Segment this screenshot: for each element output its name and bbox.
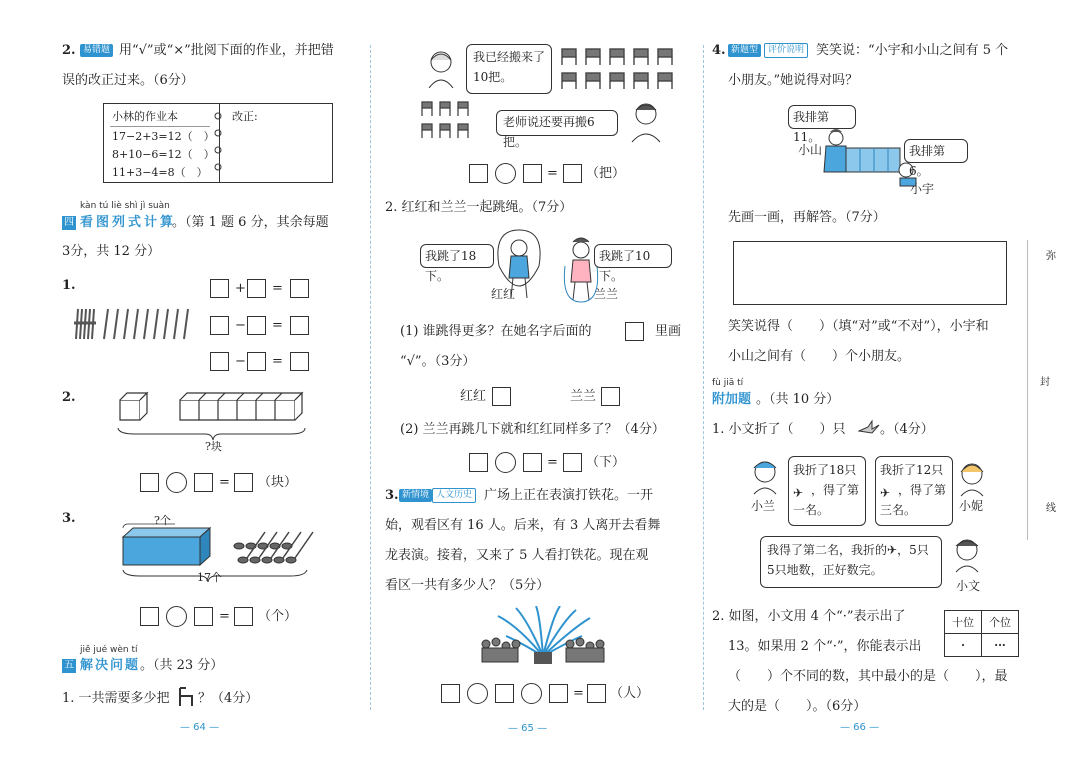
- xiaoni-bubble-line3: 三名。: [880, 503, 917, 517]
- homework-notebook-left: [103, 103, 220, 183]
- q2-line1: 用“√”或“×”批阅下面的作业，并把错: [119, 43, 334, 58]
- rope-unit: （下）: [586, 455, 626, 470]
- show-circle-a[interactable]: [467, 683, 488, 704]
- extra-pinyin: fù jiā tí: [712, 378, 744, 388]
- chairs-group-10-icon: [560, 45, 680, 95]
- q4-1-box-h[interactable]: [247, 352, 266, 371]
- q2-tag-error-prone: 易错题: [80, 44, 113, 57]
- answer-box-lanlan[interactable]: [601, 387, 620, 406]
- chair-icon: [176, 686, 196, 708]
- chairs-unit: （把）: [586, 166, 626, 181]
- extra-q1-rest: 。（4分）: [880, 422, 934, 437]
- q4-1-number: 1.: [62, 278, 76, 293]
- page-number-66: — 66 —: [840, 722, 880, 733]
- q4-3-box-c[interactable]: [234, 607, 253, 626]
- rope-box-a[interactable]: [469, 453, 488, 472]
- page-number-64: — 64 —: [180, 722, 220, 733]
- q2-sub1-a: (1) 谁跳得更多？在她名字后面的: [400, 324, 592, 339]
- q4-3-number: 3.: [62, 511, 76, 526]
- chairs-circle[interactable]: [495, 163, 516, 184]
- chairs-bubble-1-line2: 10把。: [473, 70, 513, 84]
- sec5-icon: 五: [64, 660, 74, 671]
- q4-3-box-b[interactable]: [194, 607, 213, 626]
- q5-1-rest: ？（4分）: [198, 691, 259, 706]
- show-unit: （人）: [610, 686, 650, 701]
- q2-sub1-b: 里画: [655, 324, 682, 339]
- q4-2-box-c[interactable]: [234, 473, 253, 492]
- q3-tag-history: 人文历史: [432, 488, 476, 503]
- xiaowen-figure-icon: [950, 534, 984, 574]
- sec5-pinyin: jiě jué wèn tí: [80, 645, 138, 655]
- chairs-bubble-1-line1: 我已经搬来了: [473, 50, 546, 64]
- q2-sub1-c: “√”。（3分）: [400, 354, 476, 369]
- rope-circle[interactable]: [495, 452, 516, 473]
- xiaolan-bubble-line3: 一名。: [793, 503, 830, 517]
- notebook-rings-icon: [212, 108, 224, 178]
- sticks-bundle-icon: [72, 305, 197, 343]
- notebook-correction-label: 改正:: [232, 110, 258, 123]
- q4-3-box-a[interactable]: [140, 607, 159, 626]
- q4-1-box-e[interactable]: [247, 316, 266, 335]
- q3-tag-new: 新情境: [399, 489, 432, 502]
- margin-label-3: 线: [1046, 503, 1056, 514]
- sec5-title: 解决问题: [80, 658, 141, 673]
- q4-line1: 笑笑说：“小宇和小山之间有 5 个: [816, 43, 1009, 58]
- honghong-name: 红红: [491, 287, 516, 301]
- q4-1-box-i[interactable]: [290, 352, 309, 371]
- xiaoni-name: 小妮: [959, 499, 984, 513]
- lanlan-name: 兰兰: [594, 287, 619, 301]
- q4-3-unit: （个）: [258, 609, 298, 624]
- extra-title: 附加题: [712, 392, 752, 407]
- xiaoni-bubble-line1: 我折了12只: [880, 463, 944, 477]
- notebook-row-2: 8+10−6=12（ ）: [112, 148, 215, 161]
- chairs-bubble-2: 老师说还要再搬6把。: [496, 110, 618, 136]
- place-value-tens-dots: ·: [945, 634, 982, 657]
- xiaowen-bubble-line1: 我得了第二名，我折的: [767, 543, 888, 557]
- q4-1-box-b[interactable]: [247, 279, 266, 298]
- extra-q1: 1. 小文折了（ ）只: [712, 422, 846, 437]
- place-value-tens-header: 十位: [945, 611, 982, 634]
- chairs-bubble-1: [466, 44, 552, 94]
- chairs-box-c[interactable]: [563, 164, 582, 183]
- q3-line2: 始，观看区有 16 人。后来，有 3 人离开去看舞: [385, 518, 661, 533]
- q2-sub1-box: [625, 322, 644, 341]
- q4-tag-explain: 评价说明: [764, 43, 808, 58]
- q3-line3: 龙表演。接着，又来了 5 人看打铁花。现在观: [385, 548, 649, 563]
- q2-sub2: (2) 兰兰再跳几下就和红红同样多了？（4分）: [400, 422, 665, 437]
- xiaoni-bubble: [875, 456, 953, 526]
- q4-answer-line2: 小山之间有（ ）个小朋友。: [728, 349, 911, 364]
- q4-1-box-g[interactable]: [210, 352, 229, 371]
- q4-3-top-label: ?个: [154, 514, 171, 527]
- xiaoshan-name: 小山: [798, 143, 823, 157]
- chairs-box-a[interactable]: [469, 164, 488, 183]
- margin-label-1: 弥: [1046, 251, 1056, 262]
- rope-box-c[interactable]: [563, 453, 582, 472]
- answer-label-honghong: 红红: [460, 389, 487, 404]
- extra-q2-line2: 13。如果用 2 个“·”，你能表示出: [728, 639, 922, 654]
- extra-rest: 。（共 10 分）: [756, 392, 840, 407]
- crane-small-icon-2: ✈: [880, 486, 891, 500]
- student-figure-icon: [626, 100, 666, 144]
- q3-number: 3.: [385, 488, 399, 503]
- answer-box-honghong[interactable]: [492, 387, 511, 406]
- q4-line2: 小朋友。”她说得对吗？: [728, 73, 859, 88]
- sec4-pinyin: kàn tú liè shì jì suàn: [80, 201, 170, 211]
- margin-label-2: 封: [1040, 377, 1050, 388]
- answer-label-lanlan: 兰兰: [570, 389, 597, 404]
- q2-line2: 误的改正过来。（6分）: [62, 73, 194, 88]
- q4-tag-new-type: 新题型: [728, 44, 761, 57]
- q4-number: 4.: [712, 43, 726, 58]
- place-value-chart: [944, 610, 1019, 657]
- binding-line: [1027, 240, 1028, 540]
- crane-small-icon-3: ✈: [887, 543, 898, 557]
- q2-rope-text: 2. 红红和兰兰一起跳绳。（7分）: [385, 200, 573, 215]
- notebook-row-1: 17−2+3=12（ ）: [112, 130, 215, 143]
- q4-2-circle[interactable]: [166, 472, 187, 493]
- paper-crane-icon: [858, 419, 880, 437]
- q4-1-box-d[interactable]: [210, 316, 229, 335]
- xiaowen-name: 小文: [956, 579, 981, 593]
- xiaolan-bubble-line2: ，得了第: [811, 483, 860, 497]
- xiaolan-bubble: [788, 456, 866, 526]
- q2-number: 2.: [62, 43, 76, 58]
- xiaolan-bubble-line1: 我折了18只: [793, 463, 857, 477]
- chairs-box-b[interactable]: [523, 164, 542, 183]
- teacher-figure-icon: [425, 48, 461, 90]
- xiaowen-bubble-line1b: ，5只: [897, 543, 929, 557]
- homework-notebook-right: [219, 103, 333, 183]
- q4-2-box-a[interactable]: [140, 473, 159, 492]
- sec4-line2: 3分，共 12 分）: [62, 244, 161, 259]
- q4-3-circle[interactable]: [166, 606, 187, 627]
- q4-3-bottom-label: 17个: [197, 571, 222, 584]
- sec4-icon: 四: [64, 217, 74, 228]
- notebook-row-3: 11+3−4=8（ ）: [112, 166, 208, 179]
- xiaowen-bubble-line2: 5只地数，正好数完。: [767, 563, 883, 577]
- q3-line1: 广场上正在表演打铁花。一开: [484, 488, 654, 503]
- lanlan-bubble: 我跳了10下。: [594, 244, 672, 268]
- extra-q2-line1: 2. 如图，小文用 4 个“·”表示出了: [712, 609, 906, 624]
- honghong-bubble: 我跳了18下。: [420, 244, 494, 268]
- iron-flower-show-icon: [478, 606, 608, 668]
- q4-2-unit: （块）: [258, 475, 298, 490]
- q4-2-number: 2.: [62, 390, 76, 405]
- q4-1-box-c[interactable]: [290, 279, 309, 298]
- xiaoni-bubble-line2: ，得了第: [898, 483, 947, 497]
- show-box-c[interactable]: [549, 684, 568, 703]
- show-box-a[interactable]: [441, 684, 460, 703]
- xiaolan-figure-icon: [748, 456, 782, 496]
- xiaowen-bubble: [760, 536, 942, 588]
- xiaoni-figure-icon: [955, 458, 989, 498]
- q4-1-box-f[interactable]: [290, 316, 309, 335]
- q3-line4: 看区一共有多少人？（5分）: [385, 578, 550, 593]
- q4-1-box-a[interactable]: [210, 279, 229, 298]
- chairs-group-6-icon: [420, 100, 472, 146]
- extra-q2-line3: （ ）个不同的数，其中最小的是（ ），最: [728, 669, 1008, 684]
- q4-2-box-b[interactable]: [194, 473, 213, 492]
- rope-box-b[interactable]: [523, 453, 542, 472]
- sec5-rest: 。（共 23 分）: [140, 658, 224, 673]
- q5-1-text: 1. 一共需要多少把: [62, 691, 170, 706]
- show-box-d[interactable]: [587, 684, 606, 703]
- notebook-title: 小林的作业本: [112, 110, 178, 123]
- xiaoshan-bubble: 我排第11。: [788, 105, 856, 129]
- show-box-b[interactable]: [495, 684, 514, 703]
- draw-instruction: 先画一画，再解答。（7分）: [728, 210, 886, 225]
- drawing-answer-area[interactable]: [733, 241, 1007, 305]
- column-divider-2: [703, 45, 704, 710]
- place-value-ones-dots: ···: [982, 634, 1019, 657]
- xiaoyu-bubble: 我排第6。: [904, 139, 968, 163]
- sec4-line1: 。（第 1 题 6 分，其余每题: [172, 215, 329, 230]
- show-circle-b[interactable]: [521, 683, 542, 704]
- page-number-65: — 65 —: [508, 723, 548, 734]
- extra-q2-line4: 大的是（ ）。（6分）: [728, 699, 867, 714]
- sec4-title: 看图列式计算: [80, 215, 177, 230]
- crane-small-icon-1: ✈: [793, 486, 804, 500]
- xiaolan-name: 小兰: [751, 499, 776, 513]
- q4-2-label: ?块: [205, 440, 222, 453]
- column-divider-1: [370, 45, 371, 710]
- xiaoyu-name: 小宇: [910, 182, 935, 196]
- q4-answer-line1: 笑笑说得（ ）（填“对”或“不对”），小宇和: [728, 319, 989, 334]
- place-value-ones-header: 个位: [982, 611, 1019, 634]
